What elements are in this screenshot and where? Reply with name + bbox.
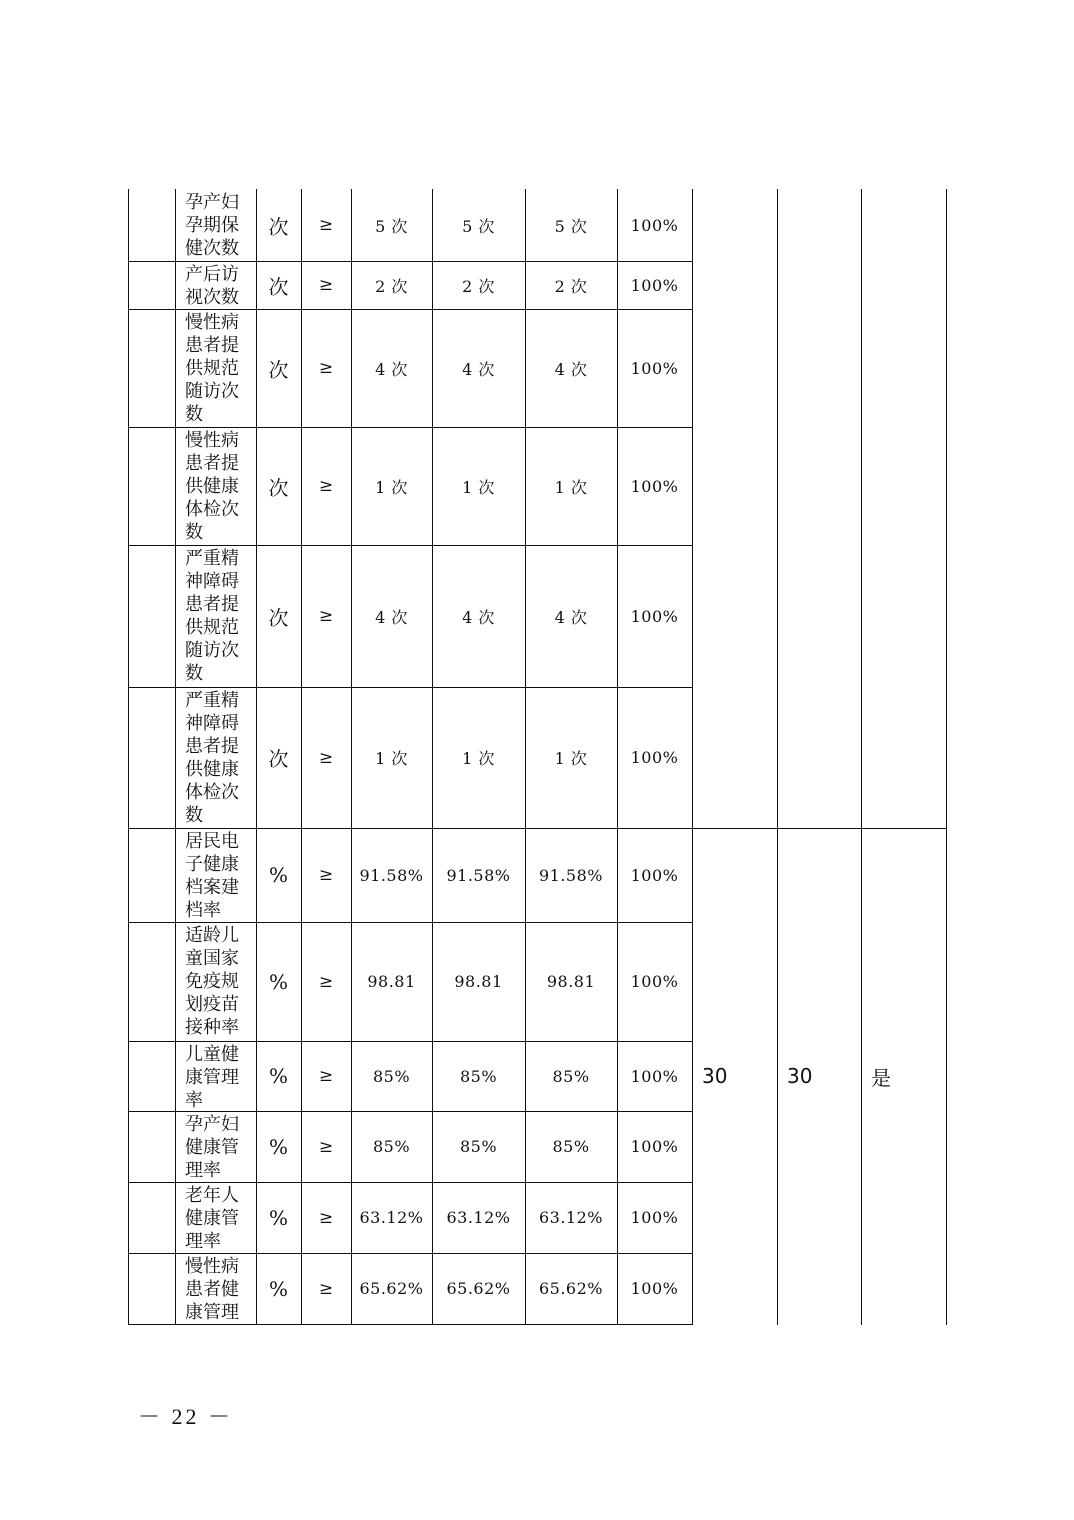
indicator-cell: 居民电 子健康 档案建 档率 [185, 831, 239, 921]
completion-rate-cell: 100% [630, 215, 679, 235]
indicator-cell: 慢性病 患者提 供健康 体检次 数 [185, 430, 239, 543]
completion-value-cell: 4 次 [554, 359, 588, 379]
target-value-cell: 98.81 [367, 972, 416, 991]
unit-cell: 次 [268, 747, 289, 771]
actual-value-cell: 65.62% [446, 1279, 511, 1298]
operator-cell: ≥ [318, 1207, 334, 1228]
operator-cell: ≥ [318, 1136, 334, 1157]
actual-value-cell: 1 次 [462, 477, 495, 497]
indicator-cell: 慢性病 患者健 康管理 [185, 1256, 239, 1323]
indicator-cell: 孕产妇 孕期保 健次数 [185, 192, 239, 259]
unit-cell: 次 [268, 475, 289, 500]
unit-cell: 次 [268, 274, 289, 299]
operator-cell: ≥ [318, 1278, 334, 1299]
actual-value-cell: 5 次 [462, 216, 495, 236]
target-value-cell: 91.58% [359, 865, 424, 885]
completion-value-cell: 1 次 [554, 477, 588, 497]
target-value-cell: 2 次 [375, 276, 408, 296]
unit-cell: 次 [268, 214, 289, 239]
operator-cell: ≥ [318, 971, 334, 992]
target-value-cell: 63.12% [359, 1208, 424, 1227]
completion-rate-cell: 100% [630, 865, 679, 885]
completion-value-cell: 98.81 [546, 972, 596, 991]
indicator-cell: 慢性病 患者提 供规范 随访次 数 [185, 312, 239, 425]
completion-rate-cell: 100% [630, 358, 679, 378]
unit-cell: % [268, 1276, 288, 1301]
target-value-cell: 4 次 [375, 607, 408, 627]
target-value-cell: 65.62% [359, 1279, 424, 1298]
page-number: － 22 － [138, 1404, 234, 1429]
completion-value-cell: 1 次 [554, 749, 588, 768]
completion-value-cell: 4 次 [554, 607, 588, 627]
completion-value-cell: 2 次 [554, 276, 588, 296]
operator-cell: ≥ [318, 747, 334, 768]
completion-value-cell: 91.58% [538, 865, 603, 885]
completion-rate-cell: 100% [630, 1066, 679, 1086]
weight-cell: 30 [702, 1064, 728, 1088]
indicator-cell: 严重精 神障碍 患者提 供规范 随访次 数 [185, 548, 239, 684]
indicator-cell: 老年人 健康管 理率 [185, 1185, 239, 1252]
indicator-cell: 儿童健 康管理 率 [185, 1044, 239, 1111]
column-border [128, 189, 129, 1325]
completion-rate-cell: 100% [630, 275, 679, 295]
target-value-cell: 4 次 [375, 359, 408, 379]
target-value-cell: 85% [372, 1137, 411, 1156]
unit-cell: % [268, 863, 288, 887]
actual-value-cell: 63.12% [446, 1208, 511, 1227]
target-value-cell: 85% [372, 1066, 411, 1086]
indicator-cell: 产后访 视次数 [185, 264, 239, 308]
achieved-cell: 是 [871, 1065, 891, 1090]
completion-value-cell: 63.12% [538, 1208, 603, 1227]
operator-cell: ≥ [318, 865, 334, 885]
completion-value-cell: 65.62% [538, 1279, 603, 1298]
unit-cell: 次 [268, 357, 289, 382]
actual-value-cell: 1 次 [462, 749, 495, 768]
completion-rate-cell: 100% [630, 1137, 679, 1156]
completion-rate-cell: 100% [630, 1279, 679, 1298]
completion-rate-cell: 100% [630, 972, 679, 991]
unit-cell: % [268, 1064, 288, 1088]
completion-rate-cell: 100% [630, 606, 679, 626]
completion-rate-cell: 100% [630, 476, 679, 496]
unit-cell: % [268, 969, 288, 994]
completion-rate-cell: 100% [630, 1208, 679, 1227]
operator-cell: ≥ [318, 275, 334, 295]
indicator-cell: 孕产妇 健康管 理率 [185, 1114, 239, 1181]
indicator-cell: 严重精 神障碍 患者提 供健康 体检次 数 [185, 690, 239, 826]
indicator-cell: 适龄儿 童国家 免疫规 划疫苗 接种率 [185, 925, 239, 1038]
actual-value-cell: 85% [459, 1066, 498, 1086]
actual-value-cell: 98.81 [454, 972, 503, 991]
unit-cell: % [268, 1205, 288, 1230]
completion-value-cell: 85% [552, 1137, 590, 1156]
row-border [128, 1324, 693, 1325]
target-value-cell: 1 次 [375, 477, 408, 497]
unit-cell: 次 [268, 605, 289, 630]
actual-value-cell: 2 次 [462, 276, 495, 296]
operator-cell: ≥ [318, 358, 334, 378]
unit-cell: % [268, 1134, 288, 1159]
completion-value-cell: 85% [552, 1066, 590, 1086]
score-cell: 30 [787, 1064, 813, 1088]
target-value-cell: 1 次 [375, 749, 408, 768]
operator-cell: ≥ [318, 1066, 334, 1086]
actual-value-cell: 91.58% [446, 865, 511, 885]
column-border [946, 189, 947, 1325]
completion-value-cell: 5 次 [554, 216, 588, 236]
operator-cell: ≥ [318, 215, 334, 235]
completion-rate-cell: 100% [630, 748, 679, 767]
target-value-cell: 5 次 [375, 216, 408, 236]
operator-cell: ≥ [318, 476, 334, 496]
operator-cell: ≥ [318, 606, 334, 626]
actual-value-cell: 85% [459, 1137, 498, 1156]
actual-value-cell: 4 次 [462, 359, 495, 379]
actual-value-cell: 4 次 [462, 607, 495, 627]
